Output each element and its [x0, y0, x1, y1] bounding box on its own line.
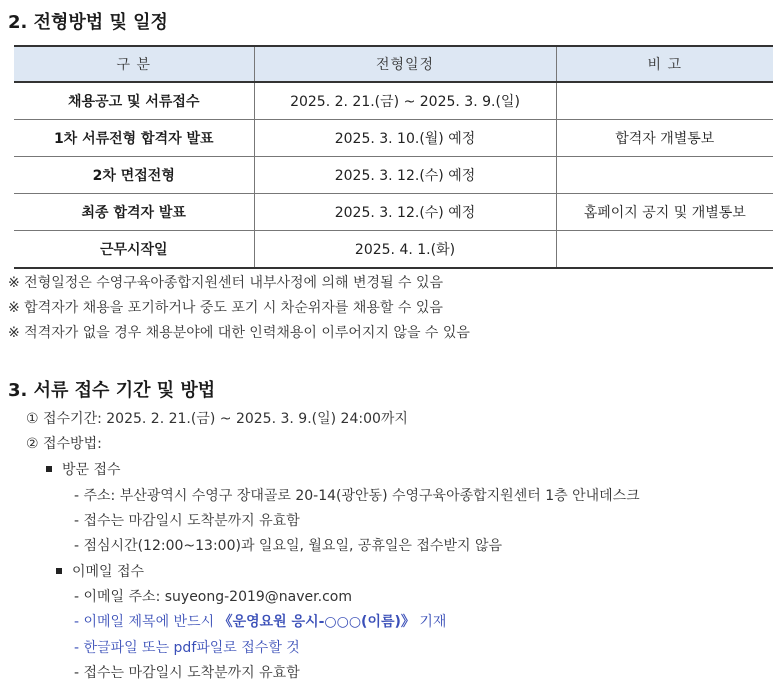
application-method: ② 접수방법: [26, 436, 102, 452]
bullet-icon [46, 466, 52, 472]
section-3-title: 3. 서류 접수 기간 및 방법 [8, 380, 216, 401]
bullet-icon [56, 568, 62, 574]
visit-application-heading [46, 459, 121, 479]
row-category: 1차 서류전형 합격자 발표 [14, 120, 254, 157]
visit-hours-note: - 점심시간(12:00~13:00)과 일요일, 월요일, 공휴일은 접수받지 않음 [74, 538, 503, 554]
row-schedule: 2025. 3. 12.(수) 예정 [254, 157, 556, 194]
email-address: - 이메일 주소: suyeong-2019@naver.com [74, 589, 352, 605]
row-category: 최종 합격자 발표 [14, 194, 254, 231]
row-remark [556, 82, 773, 120]
row-schedule: 2025. 3. 12.(수) 예정 [254, 194, 556, 231]
row-schedule: 2025. 4. 1.(화) [254, 231, 556, 269]
row-remark [556, 231, 773, 269]
schedule-note: ※ 합격자가 채용을 포기하거나 중도 포기 시 차순위자를 채용할 수 있음 [8, 300, 443, 316]
section-2-title: 2. 전형방법 및 일정 [8, 12, 168, 33]
row-remark [556, 157, 773, 194]
email-subject-suffix: 기재 [414, 614, 447, 630]
schedule-note: ※ 적격자가 없을 경우 채용분야에 대한 인력채용이 이루어지지 않을 수 있음 [8, 325, 470, 341]
email-application-heading [56, 561, 144, 581]
table-header-row [14, 46, 773, 82]
header-remark: 비 고 [556, 46, 773, 82]
visit-deadline: - 접수는 마감일시 도착분까지 유효함 [74, 513, 300, 529]
row-category: 채용공고 및 서류접수 [14, 82, 254, 120]
row-category: 근무시작일 [14, 231, 254, 269]
row-category: 2차 면접전형 [14, 157, 254, 194]
visit-label: 방문 접수 [62, 462, 121, 478]
table-row [14, 82, 773, 120]
email-deadline: - 접수는 마감일시 도착분까지 유효함 [74, 665, 300, 681]
table-row [14, 231, 773, 269]
row-remark: 홈페이지 공지 및 개별통보 [556, 194, 773, 231]
application-period: ① 접수기간: 2025. 2. 21.(금) ~ 2025. 3. 9.(일) 24:00까지 [26, 411, 408, 427]
table-row [14, 120, 773, 157]
header-category: 구 분 [14, 46, 254, 82]
row-schedule: 2025. 2. 21.(금) ~ 2025. 3. 9.(일) [254, 82, 556, 120]
table-row [14, 157, 773, 194]
table-row [14, 194, 773, 231]
email-subject-format: 《운영요원 응시-○○○(이름)》 [218, 614, 415, 630]
header-schedule: 전형일정 [254, 46, 556, 82]
row-remark: 합격자 개별통보 [556, 120, 773, 157]
row-schedule: 2025. 3. 10.(월) 예정 [254, 120, 556, 157]
email-label: 이메일 접수 [72, 564, 145, 580]
schedule-note: ※ 전형일정은 수영구육아종합지원센터 내부사정에 의해 변경될 수 있음 [8, 275, 444, 291]
email-subject-rule [74, 611, 446, 631]
email-subject-prefix: - 이메일 제목에 반드시 [74, 614, 219, 630]
schedule-table [14, 45, 773, 269]
email-file-format: - 한글파일 또는 pdf파일로 접수할 것 [74, 640, 300, 656]
visit-address: - 주소: 부산광역시 수영구 장대골로 20-14(광안동) 수영구육아종합지원센터 1층 안내데스크 [74, 488, 640, 504]
